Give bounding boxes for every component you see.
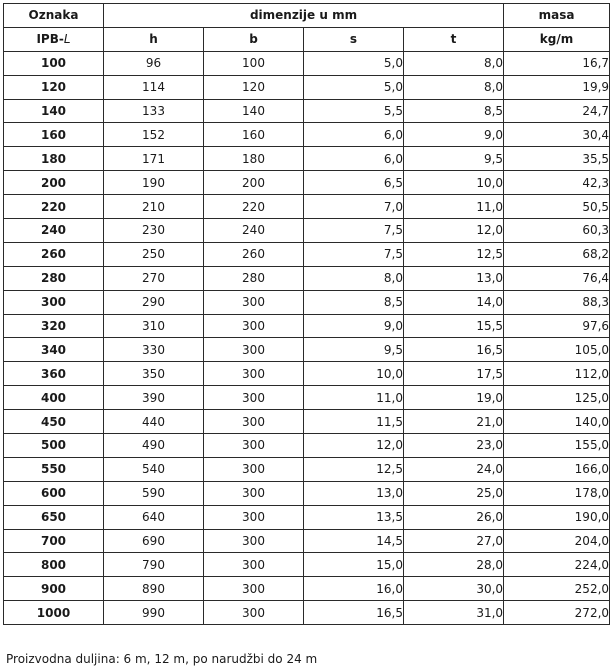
- header-s: s: [304, 27, 404, 51]
- table-row: [4, 75, 610, 99]
- cell-s: 11,0: [304, 386, 404, 410]
- cell-s: 8,0: [304, 266, 404, 290]
- header-unit: kg/m: [504, 27, 610, 51]
- profile-table: [3, 3, 610, 625]
- cell-s: 10,0: [304, 362, 404, 386]
- cell-h: 171: [104, 147, 204, 171]
- cell-h: 390: [104, 386, 204, 410]
- cell-oznaka: 180: [4, 147, 104, 171]
- cell-b: 220: [204, 195, 304, 219]
- cell-b: 180: [204, 147, 304, 171]
- header-oznaka: Oznaka: [4, 4, 104, 28]
- cell-masa: 224,0: [504, 553, 610, 577]
- cell-oznaka: 550: [4, 457, 104, 481]
- cell-t: 15,5: [404, 314, 504, 338]
- cell-h: 790: [104, 553, 204, 577]
- cell-masa: 68,2: [504, 242, 610, 266]
- cell-b: 300: [204, 529, 304, 553]
- cell-oznaka: 120: [4, 75, 104, 99]
- cell-oznaka: 200: [4, 171, 104, 195]
- cell-oznaka: 800: [4, 553, 104, 577]
- cell-s: 11,5: [304, 410, 404, 434]
- table-row: [4, 51, 610, 75]
- cell-h: 96: [104, 51, 204, 75]
- cell-t: 19,0: [404, 386, 504, 410]
- cell-oznaka: 500: [4, 434, 104, 458]
- cell-masa: 97,6: [504, 314, 610, 338]
- cell-t: 30,0: [404, 577, 504, 601]
- cell-b: 300: [204, 338, 304, 362]
- cell-b: 300: [204, 457, 304, 481]
- cell-t: 14,0: [404, 290, 504, 314]
- cell-s: 15,0: [304, 553, 404, 577]
- table-row: [4, 529, 610, 553]
- cell-t: 13,0: [404, 266, 504, 290]
- table-row: [4, 99, 610, 123]
- cell-t: 23,0: [404, 434, 504, 458]
- cell-t: 12,0: [404, 219, 504, 243]
- header-row-2: [4, 27, 610, 51]
- table-row: [4, 362, 610, 386]
- table-row: [4, 434, 610, 458]
- cell-b: 300: [204, 505, 304, 529]
- table-row: [4, 553, 610, 577]
- cell-t: 12,5: [404, 242, 504, 266]
- cell-h: 310: [104, 314, 204, 338]
- cell-b: 300: [204, 290, 304, 314]
- cell-oznaka: 700: [4, 529, 104, 553]
- cell-h: 230: [104, 219, 204, 243]
- cell-h: 133: [104, 99, 204, 123]
- cell-b: 160: [204, 123, 304, 147]
- cell-oznaka: 320: [4, 314, 104, 338]
- cell-s: 16,0: [304, 577, 404, 601]
- cell-oznaka: 400: [4, 386, 104, 410]
- header-b: b: [204, 27, 304, 51]
- cell-masa: 30,4: [504, 123, 610, 147]
- cell-s: 12,5: [304, 457, 404, 481]
- table-row: [4, 219, 610, 243]
- cell-masa: 112,0: [504, 362, 610, 386]
- cell-masa: 190,0: [504, 505, 610, 529]
- table-row: [4, 601, 610, 625]
- table-row: [4, 386, 610, 410]
- cell-t: 9,5: [404, 147, 504, 171]
- cell-masa: 204,0: [504, 529, 610, 553]
- cell-s: 8,5: [304, 290, 404, 314]
- cell-h: 330: [104, 338, 204, 362]
- cell-s: 5,0: [304, 75, 404, 99]
- cell-t: 21,0: [404, 410, 504, 434]
- cell-b: 260: [204, 242, 304, 266]
- cell-oznaka: 340: [4, 338, 104, 362]
- cell-masa: 16,7: [504, 51, 610, 75]
- cell-b: 240: [204, 219, 304, 243]
- cell-s: 13,5: [304, 505, 404, 529]
- cell-masa: 252,0: [504, 577, 610, 601]
- cell-h: 152: [104, 123, 204, 147]
- cell-t: 31,0: [404, 601, 504, 625]
- cell-masa: 272,0: [504, 601, 610, 625]
- cell-b: 200: [204, 171, 304, 195]
- cell-masa: 155,0: [504, 434, 610, 458]
- cell-masa: 35,5: [504, 147, 610, 171]
- cell-masa: 140,0: [504, 410, 610, 434]
- cell-t: 8,5: [404, 99, 504, 123]
- cell-b: 300: [204, 386, 304, 410]
- cell-s: 6,0: [304, 147, 404, 171]
- cell-h: 590: [104, 481, 204, 505]
- cell-s: 5,0: [304, 51, 404, 75]
- cell-s: 5,5: [304, 99, 404, 123]
- cell-b: 300: [204, 577, 304, 601]
- cell-oznaka: 600: [4, 481, 104, 505]
- cell-b: 280: [204, 266, 304, 290]
- cell-b: 300: [204, 362, 304, 386]
- header-ipb-prefix: IPB-: [36, 32, 64, 47]
- cell-h: 290: [104, 290, 204, 314]
- cell-s: 6,5: [304, 171, 404, 195]
- cell-t: 16,5: [404, 338, 504, 362]
- cell-masa: 166,0: [504, 457, 610, 481]
- cell-oznaka: 160: [4, 123, 104, 147]
- cell-s: 7,5: [304, 219, 404, 243]
- cell-h: 250: [104, 242, 204, 266]
- header-masa: masa: [504, 4, 610, 28]
- cell-t: 17,5: [404, 362, 504, 386]
- cell-oznaka: 900: [4, 577, 104, 601]
- table-row: [4, 577, 610, 601]
- cell-t: 26,0: [404, 505, 504, 529]
- cell-h: 210: [104, 195, 204, 219]
- cell-oznaka: 100: [4, 51, 104, 75]
- table-row: [4, 290, 610, 314]
- header-ipb: [4, 27, 104, 51]
- cell-h: 890: [104, 577, 204, 601]
- header-dimenzije: dimenzije u mm: [104, 4, 504, 28]
- cell-masa: 24,7: [504, 99, 610, 123]
- table-row: [4, 314, 610, 338]
- cell-h: 270: [104, 266, 204, 290]
- footnote: Proizvodna duljina: 6 m, 12 m, po narudžbi do 24 m: [6, 652, 318, 666]
- cell-s: 12,0: [304, 434, 404, 458]
- cell-masa: 19,9: [504, 75, 610, 99]
- cell-b: 300: [204, 481, 304, 505]
- cell-h: 540: [104, 457, 204, 481]
- header-h: h: [104, 27, 204, 51]
- table-row: [4, 195, 610, 219]
- cell-oznaka: 280: [4, 266, 104, 290]
- cell-h: 114: [104, 75, 204, 99]
- cell-oznaka: 650: [4, 505, 104, 529]
- header-row-1: [4, 4, 610, 28]
- cell-h: 490: [104, 434, 204, 458]
- cell-oznaka: 140: [4, 99, 104, 123]
- cell-s: 6,0: [304, 123, 404, 147]
- cell-t: 24,0: [404, 457, 504, 481]
- table-row: [4, 505, 610, 529]
- table-row: [4, 457, 610, 481]
- cell-s: 16,5: [304, 601, 404, 625]
- cell-h: 350: [104, 362, 204, 386]
- cell-h: 640: [104, 505, 204, 529]
- cell-oznaka: 360: [4, 362, 104, 386]
- cell-b: 300: [204, 314, 304, 338]
- table-row: [4, 123, 610, 147]
- cell-b: 120: [204, 75, 304, 99]
- cell-t: 28,0: [404, 553, 504, 577]
- cell-b: 300: [204, 410, 304, 434]
- cell-masa: 88,3: [504, 290, 610, 314]
- cell-masa: 42,3: [504, 171, 610, 195]
- cell-t: 9,0: [404, 123, 504, 147]
- cell-s: 9,5: [304, 338, 404, 362]
- cell-oznaka: 220: [4, 195, 104, 219]
- cell-oznaka: 260: [4, 242, 104, 266]
- cell-masa: 76,4: [504, 266, 610, 290]
- cell-b: 100: [204, 51, 304, 75]
- cell-s: 9,0: [304, 314, 404, 338]
- cell-masa: 105,0: [504, 338, 610, 362]
- cell-masa: 125,0: [504, 386, 610, 410]
- cell-oznaka: 240: [4, 219, 104, 243]
- cell-masa: 178,0: [504, 481, 610, 505]
- cell-masa: 50,5: [504, 195, 610, 219]
- header-ipb-suffix: L: [63, 32, 71, 47]
- cell-b: 300: [204, 601, 304, 625]
- cell-h: 440: [104, 410, 204, 434]
- cell-t: 8,0: [404, 51, 504, 75]
- table-row: [4, 147, 610, 171]
- table-row: [4, 242, 610, 266]
- cell-t: 10,0: [404, 171, 504, 195]
- cell-h: 990: [104, 601, 204, 625]
- cell-s: 14,5: [304, 529, 404, 553]
- cell-t: 8,0: [404, 75, 504, 99]
- table-row: [4, 481, 610, 505]
- cell-s: 7,0: [304, 195, 404, 219]
- cell-oznaka: 300: [4, 290, 104, 314]
- cell-b: 140: [204, 99, 304, 123]
- cell-s: 7,5: [304, 242, 404, 266]
- cell-oznaka: 450: [4, 410, 104, 434]
- cell-b: 300: [204, 553, 304, 577]
- cell-t: 25,0: [404, 481, 504, 505]
- table-row: [4, 266, 610, 290]
- cell-s: 13,0: [304, 481, 404, 505]
- table-row: [4, 338, 610, 362]
- table-row: [4, 171, 610, 195]
- cell-h: 690: [104, 529, 204, 553]
- cell-b: 300: [204, 434, 304, 458]
- table-row: [4, 410, 610, 434]
- cell-h: 190: [104, 171, 204, 195]
- cell-masa: 60,3: [504, 219, 610, 243]
- cell-oznaka: 1000: [4, 601, 104, 625]
- cell-t: 27,0: [404, 529, 504, 553]
- header-t: t: [404, 27, 504, 51]
- cell-t: 11,0: [404, 195, 504, 219]
